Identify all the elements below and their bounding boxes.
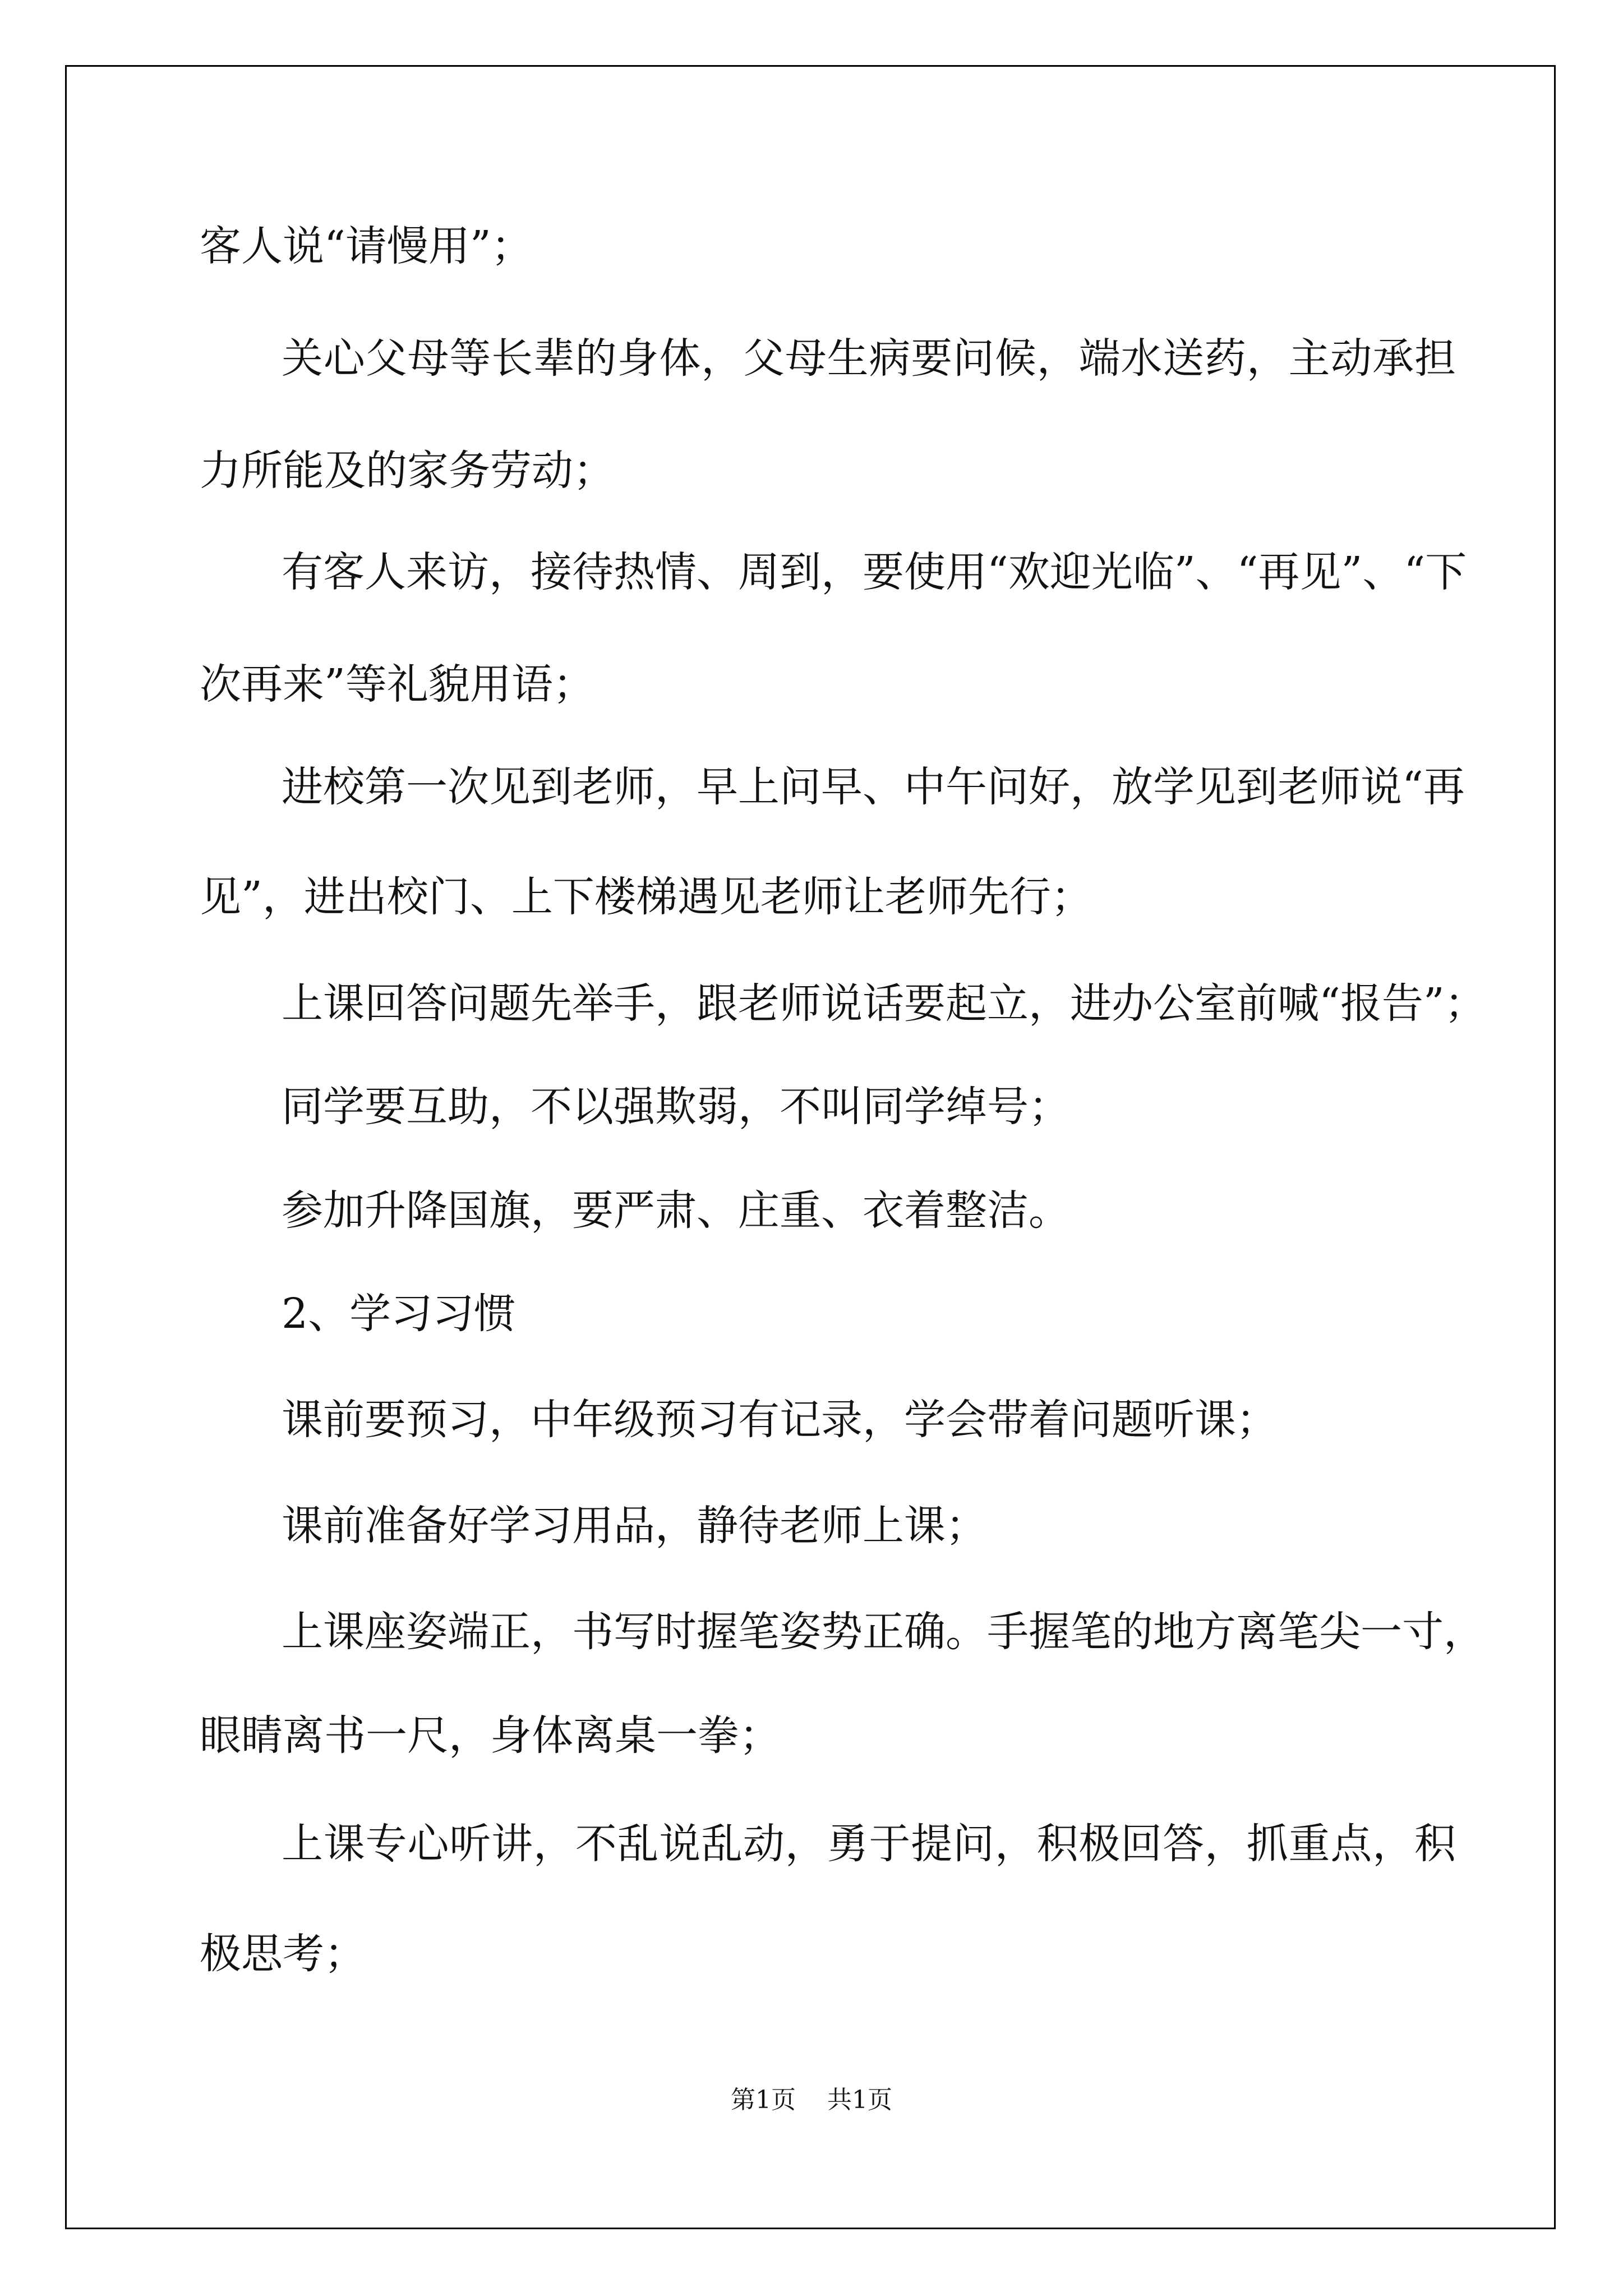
text-line: 课前准备好学习用品，静待老师上课；	[282, 1502, 987, 1550]
text-line: 见”，进出校门、上下楼梯遇见老师让老师先行；	[200, 873, 1092, 921]
page-number: 第1页	[731, 2086, 796, 2114]
text-line: 眼睛离书一尺，身体离桌一拳；	[200, 1711, 781, 1760]
text-line: 上课座姿端正，书写时握笔姿势正确。手握笔的地方离笔尖一寸，	[282, 1608, 1485, 1656]
text-line: 上课回答问题先举手，跟老师说话要起立，进办公室前喊“报告”；	[282, 979, 1486, 1028]
text-line: 客人说“请慢用”；	[200, 222, 533, 270]
text-line: 力所能及的家务劳动；	[200, 447, 615, 495]
text-line: 课前要预习，中年级预习有记录，学会带着问题听课；	[282, 1396, 1278, 1444]
text-line: 有客人来访，接待热情、周到，要使用“欢迎光临”、“再见”、“下	[282, 548, 1467, 596]
text-line: 上课专心听讲，不乱说乱动，勇于提问，积极回答，抓重点，积	[282, 1820, 1456, 1868]
page-footer	[0, 2088, 1623, 2113]
page-border	[65, 65, 1556, 2229]
section-heading: 2、学习习惯	[282, 1290, 516, 1338]
page-total: 共1页	[827, 2086, 892, 2114]
text-line: 参加升降国旗，要严肃、庄重、衣着整洁。	[282, 1186, 1070, 1235]
text-line: 次再来”等礼貌用语；	[200, 660, 594, 708]
text-line: 极思考；	[200, 1930, 366, 1978]
text-line: 同学要互助，不以强欺弱，不叫同学绰号；	[282, 1083, 1070, 1131]
text-line: 进校第一次见到老师，早上问早、中午问好，放学见到老师说“再	[282, 763, 1465, 811]
text-line: 关心父母等长辈的身体，父母生病要问候，端水送药，主动承担	[282, 334, 1456, 383]
